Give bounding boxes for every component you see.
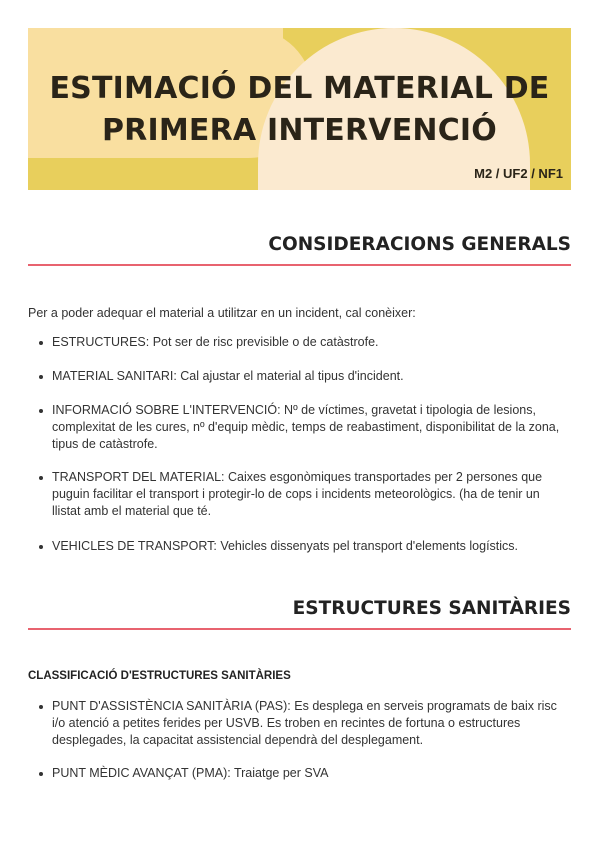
- list-item: PUNT D'ASSISTÈNCIA SANITÀRIA (PAS): Es desplega en serveis programats de baix risc i/o atenció a petites ferides per USVB. Es troben en recintes de fortuna o estructures desplegades, la capacitat assistencial dependrà del desplegament.: [28, 698, 571, 749]
- section-heading-consideracions: CONSIDERACIONS GENERALS: [268, 234, 571, 255]
- section-divider: [28, 264, 571, 266]
- intro-text: Per a poder adequar el material a utilitzar en un incident, cal conèixer:: [28, 306, 416, 320]
- page-title: [28, 68, 571, 152]
- section-heading-estructures: ESTRUCTURES SANITÀRIES: [292, 598, 571, 619]
- module-code: M2 / UF2 / NF1: [474, 166, 563, 181]
- list-item: TRANSPORT DEL MATERIAL: Caixes esgonòmiques transportades per 2 persones que puguin facilitar el transport i protegir-lo de cops i incidents meteorològics. (ha de tenir un llistat amb el material que té.: [28, 469, 571, 520]
- list-item: VEHICLES DE TRANSPORT: Vehicles dissenyats pel transport d'elements logístics.: [28, 538, 571, 555]
- section-divider: [28, 628, 571, 630]
- page-title-line-1: ESTIMACIÓ DEL MATERIAL DE: [49, 71, 550, 106]
- title-banner: [28, 28, 571, 190]
- list-item: MATERIAL SANITARI: Cal ajustar el material al tipus d'incident.: [28, 368, 571, 385]
- list-item: ESTRUCTURES: Pot ser de risc previsible o de catàstrofe.: [28, 334, 571, 351]
- list-item: INFORMACIÓ SOBRE L'INTERVENCIÓ: Nº de víctimes, gravetat i tipologia de lesions, complexitat de les cures, nº d'equip mèdic, temps de reabastiment, disponibilitat de la zona, tipus de catàstrofe.: [28, 402, 571, 453]
- page-title-line-2: PRIMERA INTERVENCIÓ: [102, 113, 497, 148]
- subsection-heading: CLASSIFICACIÓ D'ESTRUCTURES SANITÀRIES: [28, 670, 291, 682]
- list-item: PUNT MÈDIC AVANÇAT (PMA): Traiatge per SVA: [28, 765, 571, 782]
